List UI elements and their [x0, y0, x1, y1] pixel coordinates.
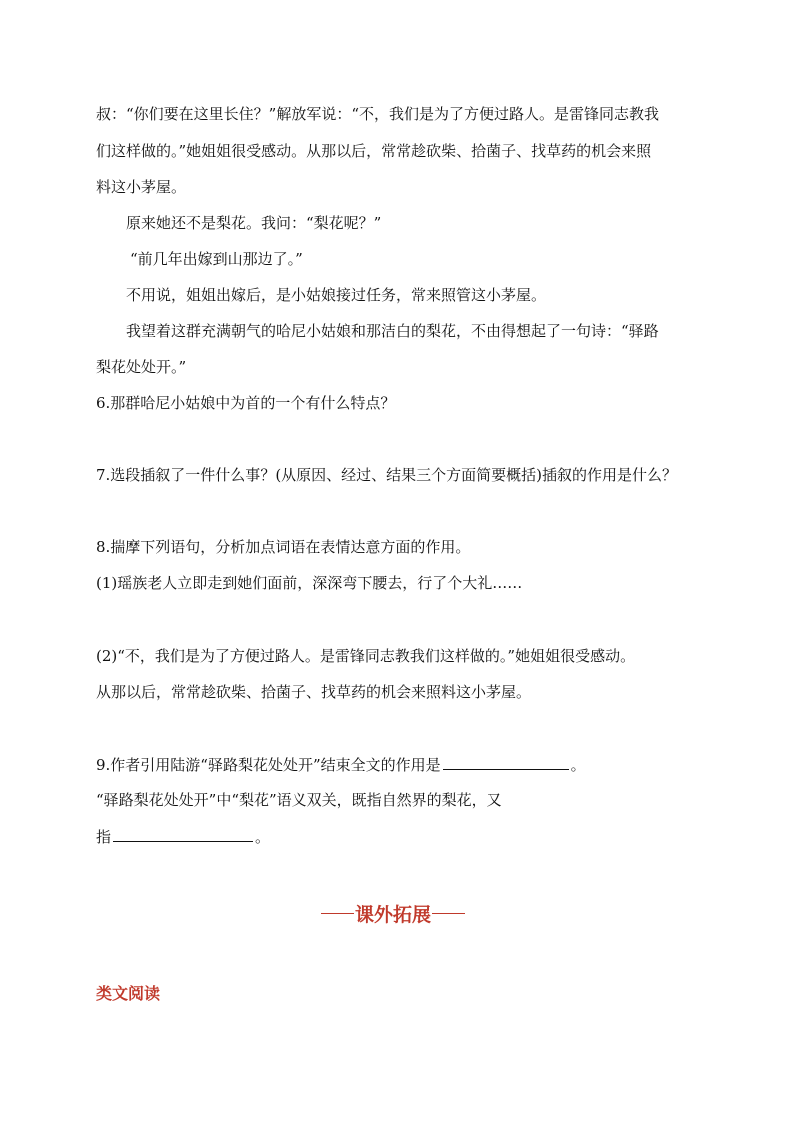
question-9c-prefix: 指 — [96, 828, 112, 846]
question-8-item-2-line-1: (2)“不，我们是为了方便过路人。是雷锋同志教我们这样做的。”她姐姐很受感动。 — [96, 647, 636, 665]
question-8: 8.揣摩下列语句，分析加点词语在表情达意方面的作用。 — [96, 538, 471, 556]
passage-line-4: 原来她还不是梨花。我问：“梨花呢？” — [126, 214, 382, 232]
answer-blank-9a[interactable] — [443, 753, 569, 770]
answer-blank-9b[interactable] — [113, 825, 253, 842]
section-title-text: 课外拓展 — [355, 904, 432, 926]
passage-line-2: 们这样做的。”她姐姐很受感动。从那以后，常常趁砍柴、拾菌子、找草药的机会来照 — [96, 142, 652, 160]
passage-line-3: 料这小茅屋。 — [96, 178, 187, 196]
question-9-prefix: 9.作者引用陆游“驿路梨花处处开”结束全文的作用是 — [96, 756, 441, 774]
passage-line-8: 梨花处处开。” — [96, 358, 187, 376]
passage-line-1: 叔：“你们要在这里长住？”解放军说：“不，我们是为了方便过路人。是雷锋同志教我 — [96, 105, 660, 123]
question-7: 7.选段插叙了一件什么事？(从原因、经过、结果三个方面简要概括)插叙的作用是什么？ — [96, 466, 678, 484]
subheading: 类文阅读 — [96, 984, 161, 1003]
question-9-line-2: “驿路梨花处处开”中“梨花”语义双关，既指自然界的梨花，又 — [96, 791, 502, 809]
section-title — [320, 900, 466, 927]
title-rule-left — [321, 913, 354, 914]
question-8-item-1: (1)瑶族老人立即走到她们面前，深深弯下腰去，行了个大礼…… — [96, 574, 523, 592]
question-8-item-2-line-2: 从那以后，常常趁砍柴、拾菌子、找草药的机会来照料这小茅屋。 — [96, 683, 532, 701]
question-9-line-1 — [96, 753, 586, 776]
passage-line-7: 我望着这群充满朝气的哈尼小姑娘和那洁白的梨花，不由得想起了一句诗：“驿路 — [126, 322, 659, 340]
passage-line-5: “前几年出嫁到山那边了。” — [130, 250, 303, 268]
question-9-line-3 — [96, 825, 270, 848]
question-9-suffix: 。 — [570, 756, 586, 774]
question-6: 6.那群哈尼小姑娘中为首的一个有什么特点？ — [96, 394, 396, 412]
question-9c-suffix: 。 — [255, 828, 271, 846]
title-rule-right — [432, 913, 465, 914]
passage-line-6: 不用说，姐姐出嫁后，是小姑娘接过任务，常来照管这小茅屋。 — [126, 286, 547, 304]
